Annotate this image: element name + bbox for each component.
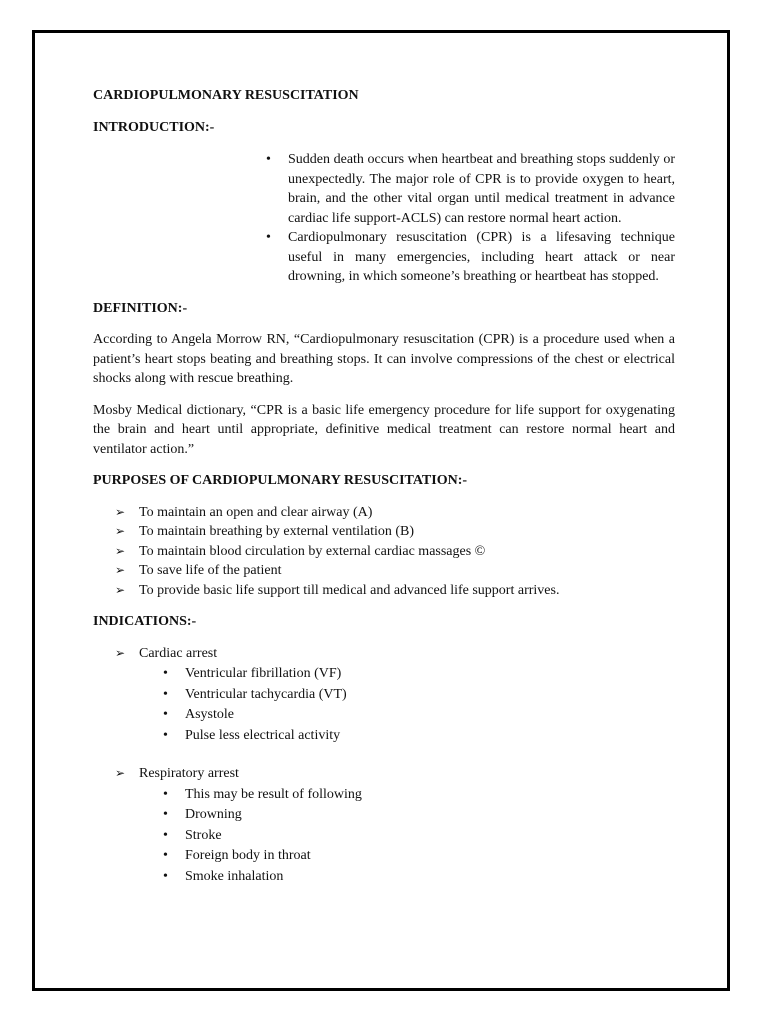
list-item: • Sudden death occurs when heartbeat and breathing stops suddenly or unexpectedly. The major role of CPR is to provide oxygen to heart, brain, and the other vital organ until medical treatment in advance cardiac life support-ACLS) can restore normal heart action. [288,150,675,228]
list-item: • Foreign body in throat [185,846,675,867]
list-item: • Cardiopulmonary resuscitation (CPR) is a lifesaving technique useful in many emergencies, including heart attack or near drowning, in which someone’s breathing or heartbeat has stopped. [288,228,675,287]
arrow-bullet-icon: ➢ [115,524,126,538]
list-item: ➢ To save life of the patient [139,561,675,581]
list-item: ➢ To maintain breathing by external ventilation (B) [139,522,675,542]
list-item: • Smoke inhalation [185,867,675,888]
list-item: ➢ To maintain an open and clear airway (A) [139,503,675,523]
indications-respiratory-group [93,764,675,784]
list-item: ➢ Respiratory arrest [139,764,675,784]
list-item: • Stroke [185,826,675,847]
list-item: ➢ To maintain blood circulation by external cardiac massages © [139,542,675,562]
list-item: • Ventricular fibrillation (VF) [185,664,675,685]
arrow-bullet-icon: ➢ [115,582,126,597]
cardiac-arrest-list [93,664,675,746]
spacer [93,746,675,764]
document-title: CARDIOPULMONARY RESUSCITATION [93,88,359,103]
arrow-bullet-icon: ➢ [115,563,126,577]
arrow-bullet-icon: ➢ [115,645,126,660]
list-item: ➢ To provide basic life support till medical and advanced life support arrives. [139,581,675,601]
purposes-heading: PURPOSES OF CARDIOPULMONARY RESUSCITATION:- [93,473,468,488]
indications-cardiac-group [93,644,675,664]
introduction-heading: INTRODUCTION:- [93,119,215,135]
arrow-bullet-icon: ➢ [115,504,126,519]
definition-paragraph: According to Angela Morrow RN, “Cardiopulmonary resuscitation (CPR) is a procedure used when a patient’s heart stops beating and breathing stops. It can involve compressions of the chest or electrical shocks along with rescue breathing. [93,332,675,386]
definition-heading: DEFINITION:- [93,300,188,316]
arrow-bullet-icon: ➢ [115,543,126,558]
indications-heading: INDICATIONS:- [93,614,197,629]
list-item: • Pulse less electrical activity [185,726,675,747]
list-item: • This may be result of following [185,785,675,806]
document-content [93,86,675,887]
introduction-list [93,150,675,287]
list-item: • Drowning [185,805,675,826]
arrow-bullet-icon: ➢ [115,766,126,780]
list-item: • Asystole [185,705,675,726]
definition-paragraph: Mosby Medical dictionary, “CPR is a basic life emergency procedure for life support for oxygenating the brain and heart until appropriate, definitive medical treatment can restore normal heart and ventilator action.” [93,402,675,457]
respiratory-arrest-list [93,785,675,888]
list-item: ➢ Cardiac arrest [139,644,675,664]
list-item: • Ventricular tachycardia (VT) [185,685,675,706]
purposes-list [93,503,675,601]
